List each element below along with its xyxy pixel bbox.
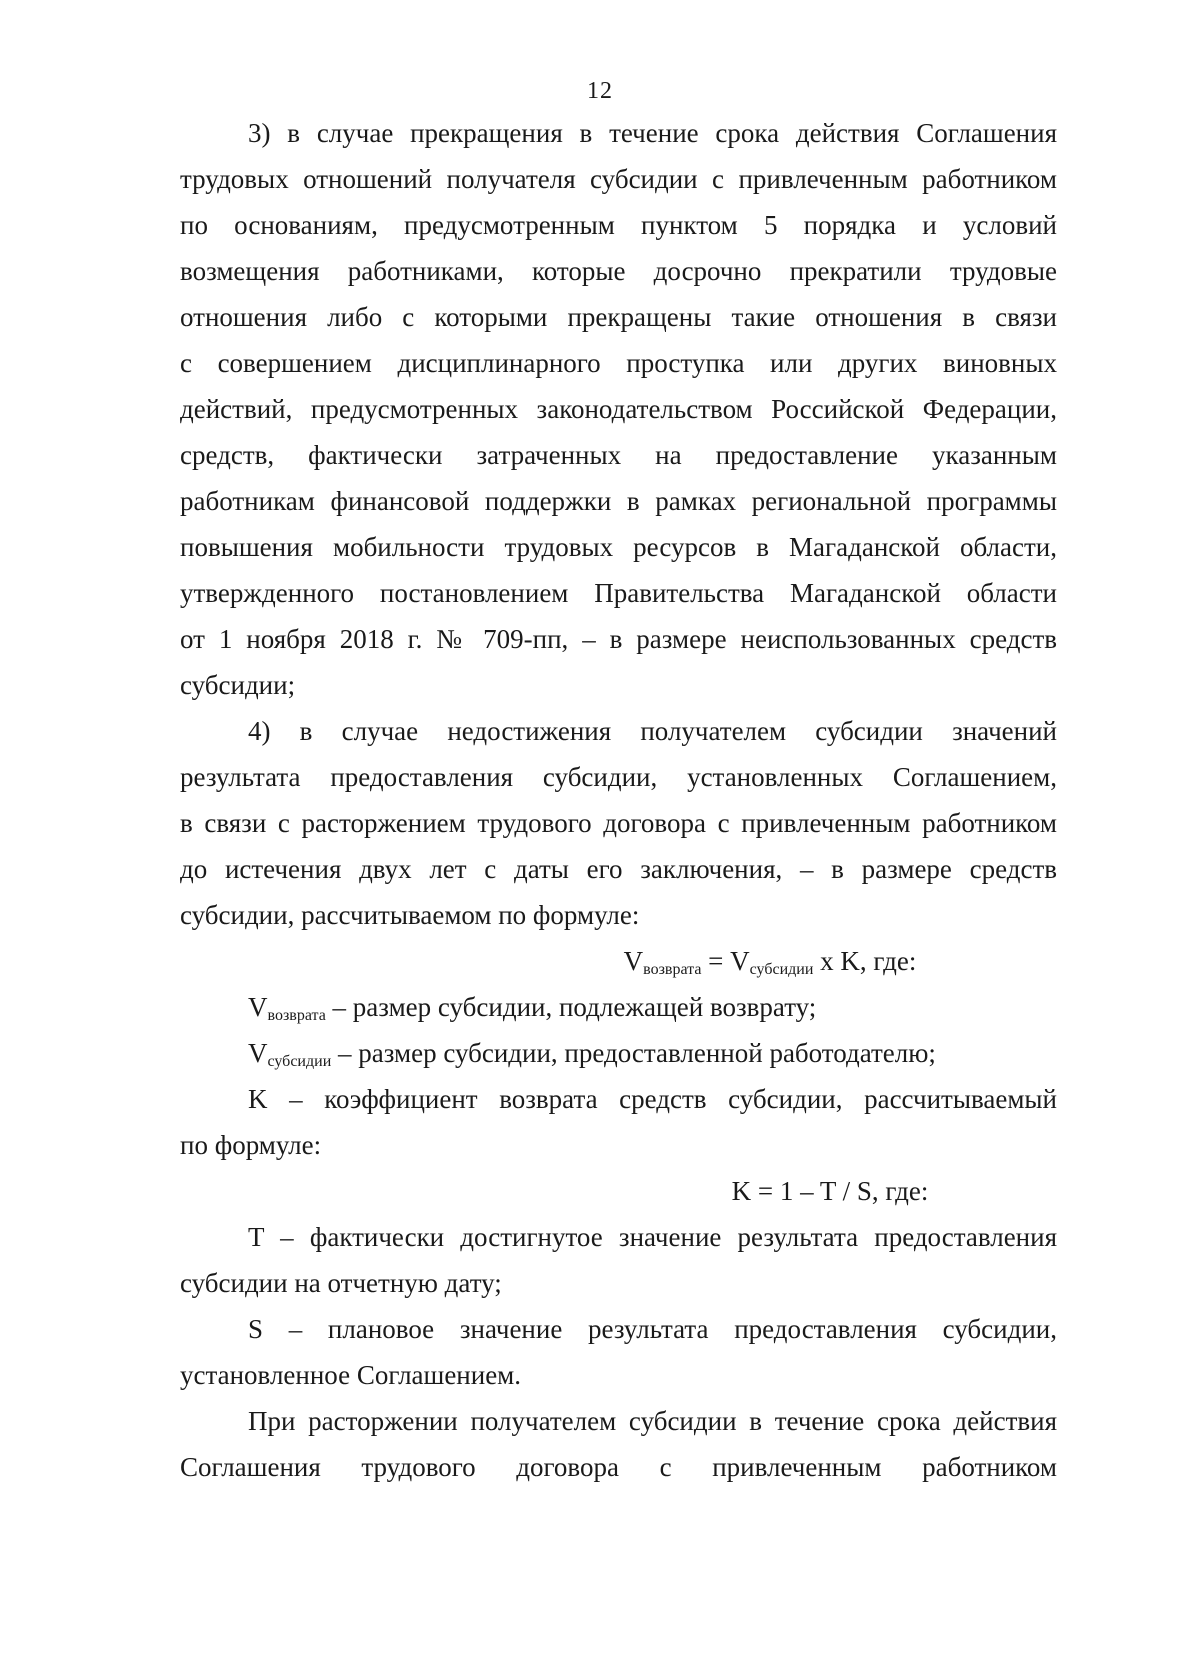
- definition-text: – размер субсидии, предоставленной работодателю;: [331, 1038, 936, 1068]
- formula-coefficient: K = 1 – T / S, где:: [731, 1176, 929, 1206]
- definition-v-subsidy: [248, 1036, 1057, 1070]
- text-line: до истечения двух лет с даты его заключения, – в размере средств: [180, 854, 1057, 884]
- formula-subscript: субсидии: [749, 961, 814, 978]
- text-line: по основаниям, предусмотренным пунктом 5 порядка и условий: [180, 210, 1057, 240]
- text-line: возмещения работниками, которые досрочно прекратили трудовые: [180, 256, 1057, 286]
- text-line: работникам финансовой поддержки в рамках региональной программы: [180, 486, 1057, 516]
- page-number: 12: [587, 78, 613, 104]
- text-line: трудовых отношений получателя субсидии с привлеченным работником: [180, 164, 1057, 194]
- text-line: утвержденного постановлением Правительства Магаданской области: [180, 578, 1057, 608]
- text-line: повышения мобильности трудовых ресурсов в Магаданской области,: [180, 532, 1057, 562]
- formula-operator: =: [701, 946, 731, 976]
- text-line: действий, предусмотренных законодательством Российской Федерации,: [180, 394, 1057, 424]
- definition-v-return: [248, 990, 1057, 1024]
- formula-subscript: возврата: [267, 1007, 326, 1024]
- text-line: T – фактически достигнутое значение результата предоставления: [248, 1222, 1057, 1252]
- definition-text: – размер субсидии, подлежащей возврату;: [325, 992, 817, 1022]
- formula-symbol: V: [248, 1038, 268, 1068]
- text-line: 4) в случае недостижения получателем субсидии значений: [248, 716, 1057, 746]
- text-line: субсидии;: [180, 670, 296, 700]
- text-line: результата предоставления субсидии, установленных Соглашением,: [180, 762, 1057, 792]
- text-line: При расторжении получателем субсидии в течение срока действия: [248, 1406, 1057, 1436]
- formula-symbol: V: [730, 946, 750, 976]
- text-line: по формуле:: [180, 1130, 322, 1160]
- text-line: субсидии, рассчитываемом по формуле:: [180, 900, 640, 930]
- text-line: средств, фактически затраченных на предоставление указанным: [180, 440, 1057, 470]
- text-line: Соглашения трудового договора с привлеченным работником: [180, 1452, 1057, 1482]
- formula-return-amount: [0, 944, 1200, 978]
- text-line: установленное Соглашением.: [180, 1360, 522, 1390]
- text-line: от 1 ноября 2018 г. № 709-пп, – в размере неиспользованных средств: [180, 624, 1057, 654]
- text-line: с совершением дисциплинарного проступка или других виновных: [180, 348, 1057, 378]
- formula-subscript: субсидии: [267, 1053, 332, 1070]
- text-line: K – коэффициент возврата средств субсидии, рассчитываемый: [248, 1084, 1057, 1114]
- text-line: 3) в случае прекращения в течение срока действия Соглашения: [248, 118, 1057, 148]
- formula-symbol: V: [248, 992, 268, 1022]
- formula-subscript: возврата: [643, 961, 702, 978]
- formula-symbol: V: [623, 946, 644, 976]
- text-line: в связи с расторжением трудового договора с привлеченным работником: [180, 808, 1057, 838]
- formula-tail: x K, где:: [813, 946, 917, 976]
- text-line: S – плановое значение результата предоставления субсидии,: [248, 1314, 1057, 1344]
- text-line: отношения либо с которыми прекращены такие отношения в связи: [180, 302, 1057, 332]
- text-line: субсидии на отчетную дату;: [180, 1268, 502, 1298]
